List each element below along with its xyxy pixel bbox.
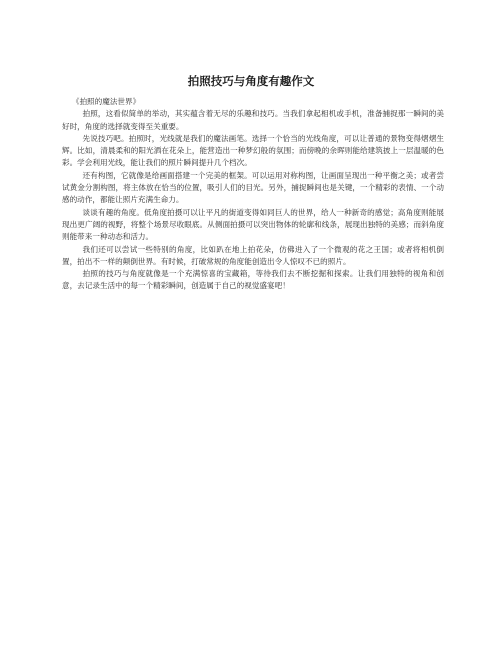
document-body [62, 96, 444, 293]
paragraph-6: 拍照的技巧与角度就像是一个充满惊喜的宝藏箱，等待我们去不断挖掘和探索。让我们用独特的视角和创意，去记录生活中的每一个精彩瞬间，创造属于自己的视觉盛宴吧！ [62, 269, 444, 291]
paragraph-2: 先说技巧吧。拍照时，光线就是我们的魔法画笔。选择一个恰当的光线角度，可以让普通的景物变得熠熠生辉。比如，清晨柔和的阳光洒在花朵上，能营造出一种梦幻般的氛围；而傍晚的余晖则能给建筑披上一层温暖的色彩。学会利用光线，能让我们的照片瞬间提升几个档次。 [62, 133, 444, 168]
paragraph-5: 我们还可以尝试一些特别的角度，比如趴在地上拍花朵，仿佛进入了一个微观的花之王国；或者将相机倒置，拍出不一样的颠倒世界。有时候，打破常规的角度能创造出令人惊叹不已的照片。 [62, 244, 444, 266]
paragraph-4: 谈谈有趣的角度。低角度拍摄可以让平凡的街道变得如同巨人的世界，给人一种新奇的感觉；高角度则能展现出更广阔的视野，将整个场景尽收眼底。从侧面拍摄可以突出物体的轮廓和线条，展现出独特的美感；而斜角度则能带来一种动态和活力。 [62, 207, 444, 242]
document-title: 拍照技巧与角度有趣作文 [187, 74, 315, 88]
paragraph-1: 拍照，这看似简单的举动，其实蕴含着无尽的乐趣和技巧。当我们拿起相机或手机，准备捕捉那一瞬间的美好时，角度的选择就变得至关重要。 [62, 109, 444, 131]
paragraph-3: 还有构图，它就像是给画面搭建一个完美的框架。可以运用对称构图，让画面呈现出一种平衡之美；或者尝试黄金分割构图，将主体放在恰当的位置，吸引人们的目光。另外，捕捉瞬间也是关键，一个精彩的表情、一个动感的动作，都能让照片充满生命力。 [62, 170, 444, 205]
essay-subtitle: 《拍照的魔法世界》 [71, 97, 141, 106]
